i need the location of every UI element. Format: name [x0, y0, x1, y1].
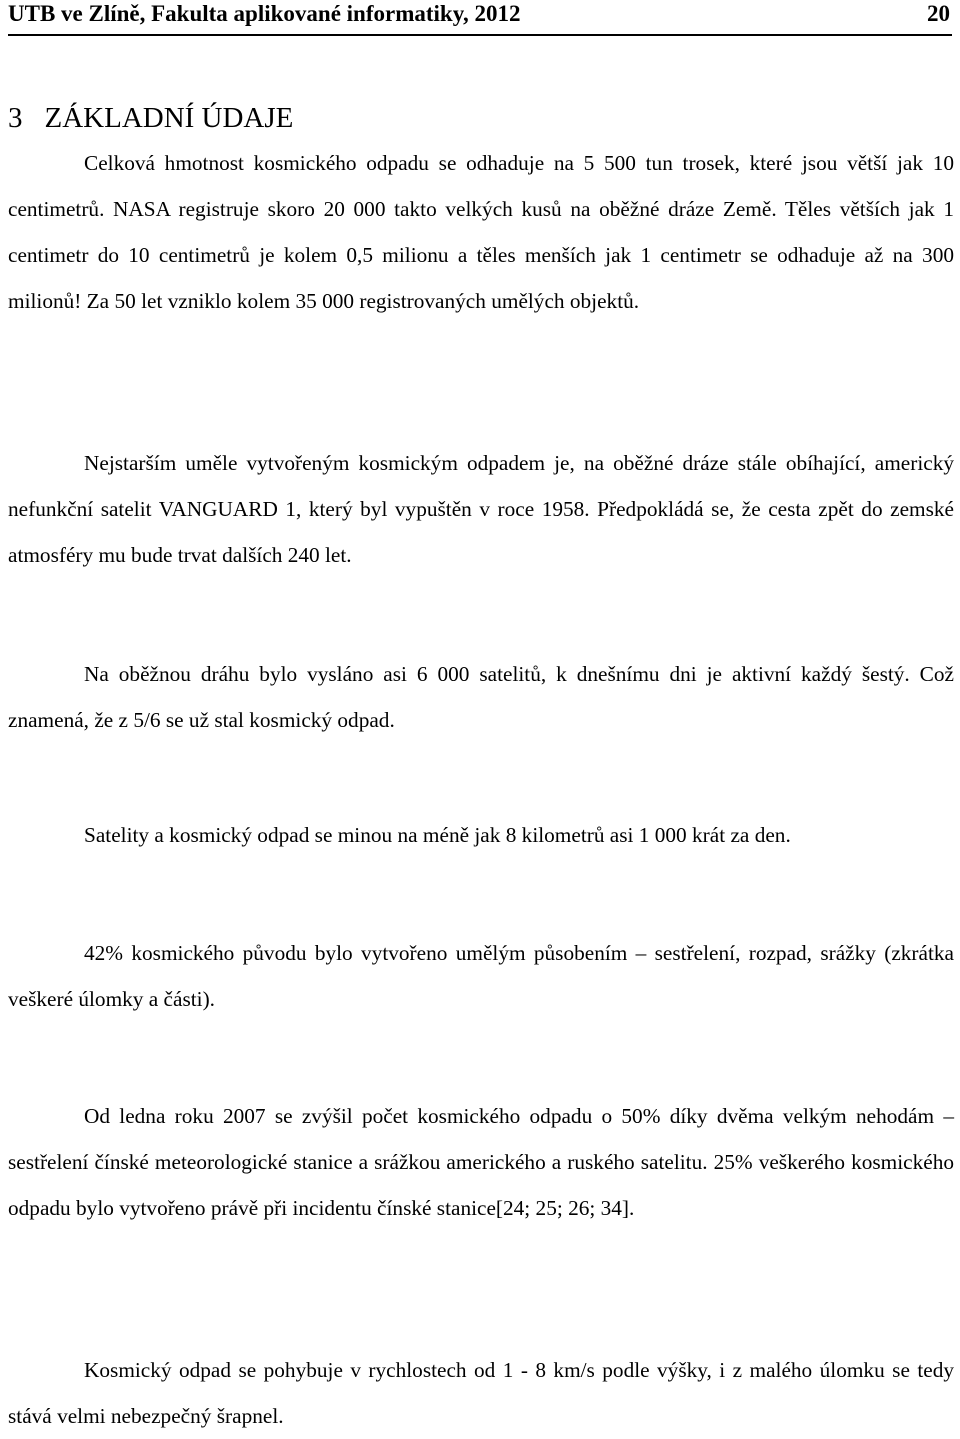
- paragraph: Satelity a kosmický odpad se minou na méně jak 8 kilometrů asi 1 000 krát za den.: [84, 823, 791, 847]
- chapter-number: 3: [8, 102, 23, 135]
- chapter-title: ZÁKLADNÍ ÚDAJE: [44, 102, 294, 135]
- page-number: 20: [927, 1, 950, 26]
- paragraph: Nejstarším uměle vytvořeným kosmickým odpadem je, na oběžné dráze stále obíhající, americký nefunkční satelit VANGUARD 1, který byl vypuštěn v roce 1958. Předpokládá se, že cesta zpět do zemské atmosféry mu bude trvat dalších 240 let.: [8, 451, 954, 567]
- paragraph: Na oběžnou dráhu bylo vysláno asi 6 000 satelitů, k dnešnímu dni je aktivní každý šestý. Což znamená, že z 5/6 se už stal kosmický odpad.: [8, 662, 954, 732]
- paragraph: Celková hmotnost kosmického odpadu se odhaduje na 5 500 tun trosek, které jsou větší jak 10 centimetrů. NASA registruje skoro 20 000 takto velkých kusů na oběžné dráze Země. Těles větších jak 1 centimetr do 10 centimetrů je kolem 0,5 milionu a těles menších jak 1 centimetr se odhaduje až na 300 milionů! Za 50 let vzniklo kolem 35 000 registrovaných umělých objektů.: [8, 151, 954, 313]
- chapter-heading: [8, 100, 293, 136]
- paragraph: 42% kosmického původu bylo vytvořeno umělým působením – sestřelení, rozpad, srážky (zkrátka veškeré úlomky a části).: [8, 941, 954, 1011]
- page-header: [8, 0, 952, 36]
- header-title: UTB ve Zlíně, Fakulta aplikované informatiky, 2012: [8, 1, 521, 26]
- paragraph: Od ledna roku 2007 se zvýšil počet kosmického odpadu o 50% díky dvěma velkým nehodám – sestřelení čínské meteorologické stanice a srážkou amerického a ruského satelitu. 25% veškerého kosmického odpadu bylo vytvořeno právě při incidentu čínské stanice[24; 25; 26; 34].: [8, 1104, 954, 1220]
- paragraph: Kosmický odpad se pohybuje v rychlostech od 1 - 8 km/s podle výšky, i z malého úlomku se tedy stává velmi nebezpečný šrapnel.: [8, 1358, 954, 1428]
